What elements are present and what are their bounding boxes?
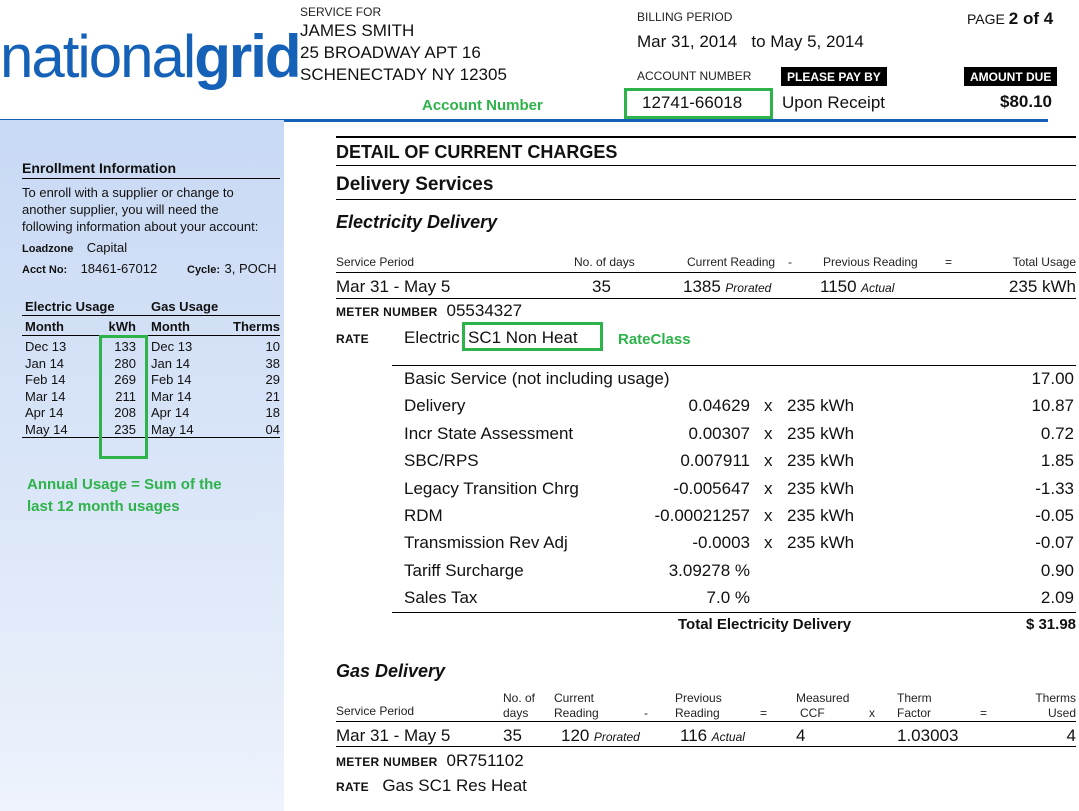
gas-col-therms: Therms [1035,691,1076,705]
charge-rate: 0.007911 [680,451,750,471]
gas-col-previous-reading: Reading [675,706,720,720]
electric-usage-kwh: 235 [114,421,136,437]
amount-due-value: $80.10 [1000,92,1052,111]
gas-usage-month: Mar 14 [151,388,192,404]
gas-col-previous: Previous [675,691,722,705]
electric-usage-kwh: 208 [114,405,136,420]
elec-service-period: Mar 31 - May 5 [336,277,451,296]
gas-usage-therms: 29 [265,372,280,387]
charge-quantity: 235 kWh [787,533,855,553]
electric-usage-month: Jan 14 [25,355,65,371]
charge-times: x [764,506,773,525]
gas-usage-therms: 18 [265,405,280,420]
account-number: 12741-66018 [642,93,743,112]
electric-usage-month: Dec 13 [25,339,67,354]
charge-amount: 10.87 [1031,396,1074,416]
billing-period-label: BILLING PERIOD [637,10,733,24]
gas-col-minus: - [644,706,648,720]
charge-rate: -0.005647 [673,478,750,498]
please-pay-by-value: Upon Receipt [782,93,886,112]
col-no-of-days: No. of days [574,255,635,269]
elec-total-usage: 235 kWh [1008,277,1076,296]
electric-usage-month: May 14 [25,421,68,437]
gas-usage-title: Gas Usage [151,299,219,314]
charge-rate: 3.09278 % [668,560,750,580]
gas-col-measured: Measured [796,691,850,705]
gas-usage-therms: 21 [265,388,280,404]
charge-name: RDM [404,506,443,525]
charge-quantity: 235 kWh [787,506,855,525]
elec-current-reading: 1385 Prorated [683,277,772,296]
gas-usage-month: Jan 14 [151,355,191,371]
charge-name: Legacy Transition Chrg [404,478,579,498]
service-for-label: SERVICE FOR [300,5,382,19]
gas-days: 35 [503,726,522,745]
col-month: Month [25,319,64,334]
electric-usage-month: Mar 14 [25,388,66,404]
electric-usage-kwh: 211 [115,388,136,404]
loadzone: Loadzone Capital [22,240,128,255]
gas-usage-therms: 38 [265,355,280,371]
charge-amount: 2.09 [1040,588,1074,608]
charge-amount: -0.05 [1035,506,1074,525]
charge-name: Tariff Surcharge [404,560,524,580]
charge-quantity: 235 kWh [787,396,855,416]
col-equals: = [945,255,953,269]
electric-usage-month: Apr 14 [25,405,64,420]
charge-times: x [764,423,773,443]
charge-rate: -0.00021257 [654,506,750,525]
enrollment-intro-3: following information about your account: [22,219,259,234]
enrollment-intro-2: another supplier, you will need the [22,202,219,217]
col-previous-reading: Previous Reading [823,255,918,269]
electric-usage-kwh: 133 [114,339,136,354]
address-line-1: 25 BROADWAY APT 16 [300,43,481,62]
electric-usage-kwh: 269 [114,372,136,387]
gas-col-times: x [869,706,875,720]
col-therms: Therms [233,319,280,334]
gas-col-therm: Therm [897,691,932,705]
col-total-usage: Total Usage [1012,255,1076,269]
enrollment-intro-1: To enroll with a supplier or change to [22,185,234,200]
charge-amount: 17.00 [1031,369,1074,388]
charge-name: Delivery [404,396,466,416]
gas-col-current: Current [554,691,595,705]
gas-previous-reading: 116 Actual [680,726,745,745]
elec-rate-prefix: Electric [404,328,460,347]
charge-quantity: 235 kWh [787,451,855,471]
gas-usage-therms: 04 [265,421,280,437]
charge-rate: 0.04629 [688,396,750,416]
gas-col-current-reading: Reading [554,706,599,720]
gas-col-days: days [503,706,529,720]
delivery-services-heading: Delivery Services [336,174,494,195]
amount-due-label: AMOUNT DUE [964,67,1057,86]
gas-therm-factor: 1.03003 [897,726,959,745]
elec-rate-class: SC1 Non Heat [468,328,578,347]
rate-class-annotation: RateClass [618,331,691,348]
charge-rate: 7.0 % [706,588,750,608]
total-electricity-label: Total Electricity Delivery [678,616,852,633]
gas-meter: METER NUMBER 0R751102 [336,751,524,770]
charge-name: Sales Tax [404,588,478,608]
col-month-gas: Month [151,319,190,334]
charge-times: x [764,396,773,416]
col-current-reading: Current Reading [687,255,776,269]
billing-period: Mar 31, 2014 to May 5, 2014 [637,32,864,51]
annual-usage-note-2: last 12 month usages [27,498,180,515]
kwh-column-highlight [99,335,148,459]
gas-col-factor: Factor [897,706,932,720]
gas-delivery-heading: Gas Delivery [336,661,446,681]
gas-ccf: 4 [796,726,806,745]
charge-name: Incr State Assessment [404,423,574,443]
charge-quantity: 235 kWh [787,423,855,443]
charge-times: x [764,478,773,498]
gas-col-equals-2: = [980,706,988,720]
charge-amount: 0.90 [1040,560,1074,580]
gas-col-ccf: CCF [800,706,825,720]
gas-current-reading: 120 Prorated [561,726,640,745]
elec-rate-label: RATE [336,332,369,346]
electricity-delivery-heading: Electricity Delivery [336,212,498,232]
electric-usage-kwh: 280 [114,355,136,371]
gas-usage-month: Feb 14 [151,372,192,387]
electric-usage-month: Feb 14 [25,372,66,387]
address-line-2: SCHENECTADY NY 12305 [300,65,507,84]
annual-usage-note-1: Annual Usage = Sum of the [27,476,222,493]
account-number-annotation: Account Number [422,97,543,114]
detail-title: DETAIL OF CURRENT CHARGES [336,142,618,162]
charge-times: x [764,533,773,553]
gas-service-period: Mar 31 - May 5 [336,726,451,745]
charge-name: Basic Service (not including usage) [404,369,670,388]
elec-previous-reading: 1150 Actual [820,277,895,296]
customer-name: JAMES SMITH [300,21,415,40]
acct-no: Acct No: 18461-67012 [22,261,158,276]
electric-usage-title: Electric Usage [25,299,115,314]
charge-rate: -0.0003 [692,533,750,553]
charge-rate: 0.00307 [688,423,750,443]
enrollment-title: Enrollment Information [22,160,176,176]
gas-col-equals-1: = [760,706,768,720]
gas-usage-month: Dec 13 [151,339,193,354]
gas-col-no-of: No. of [503,691,536,705]
account-number-label: ACCOUNT NUMBER [637,69,752,83]
charge-name: SBC/RPS [404,451,479,471]
national-grid-logo: nationalgrid [0,23,300,90]
charge-times: x [764,451,773,471]
charge-amount: -0.07 [1035,533,1074,553]
charge-amount: -1.33 [1035,478,1074,498]
cycle: Cycle: 3, POCH [187,261,277,276]
charge-amount: 0.72 [1040,423,1074,443]
charge-quantity: 235 kWh [787,478,855,498]
col-service-period: Service Period [336,255,415,269]
gas-col-service-period: Service Period [336,704,415,718]
gas-usage-therms: 10 [265,339,280,354]
page-indicator: PAGE 2 of 4 [967,9,1054,28]
gas-therms-used: 4 [1066,726,1076,745]
please-pay-by-label: PLEASE PAY BY [781,67,887,86]
gas-col-used: Used [1047,706,1076,720]
gas-usage-month: Apr 14 [151,405,190,420]
elec-meter: METER NUMBER 05534327 [336,301,523,320]
total-electricity-value: $ 31.98 [1025,616,1076,633]
charge-name: Transmission Rev Adj [404,533,568,553]
gas-usage-month: May 14 [151,421,194,437]
elec-days: 35 [592,277,611,296]
col-minus: - [788,255,792,269]
gas-rate: RATE Gas SC1 Res Heat [336,776,527,795]
charge-amount: 1.85 [1040,451,1074,471]
col-kwh: kWh [108,319,136,334]
